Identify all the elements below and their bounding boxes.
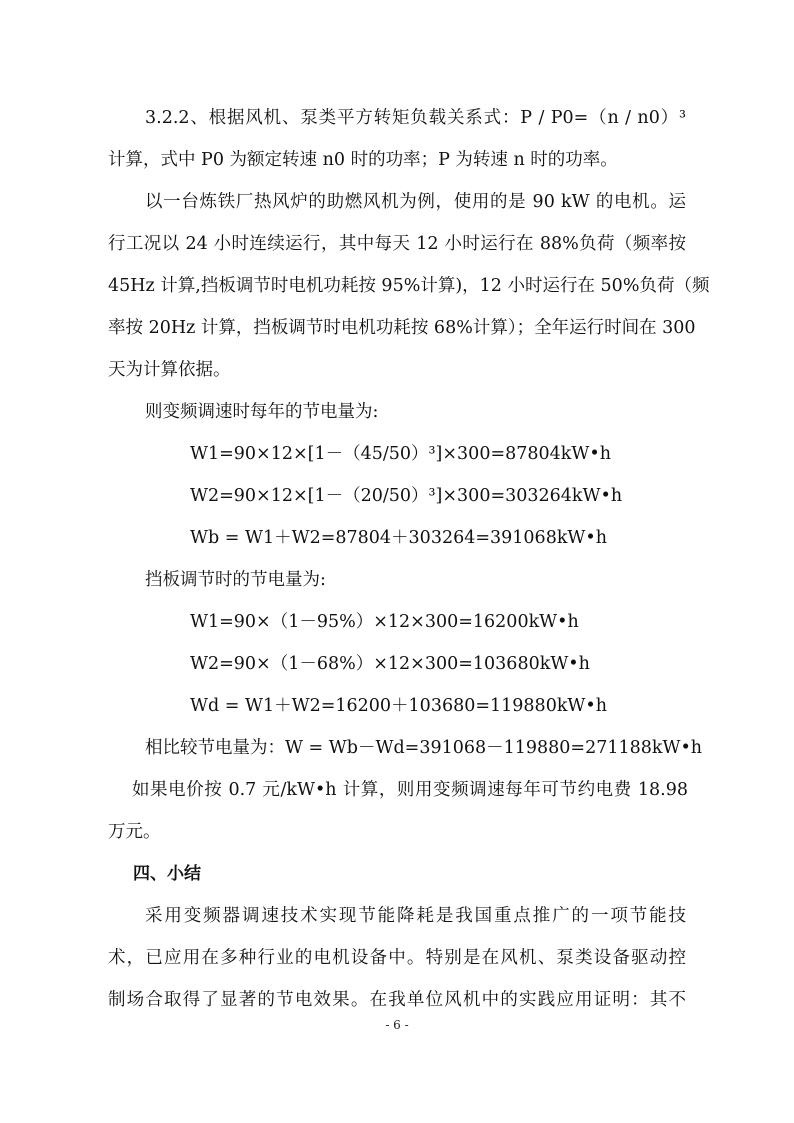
summary-line-3: 制场合取得了显著的节电效果。在我单位风机中的实践应用证明：其不 bbox=[108, 990, 686, 1010]
cost-line-1: 如果电价按 0.7 元/kW•h 计算，则用变频调速每年可节约电费 18.98 bbox=[132, 780, 688, 800]
example-line-4: 率按 20Hz 计算，挡板调节时电机功耗按 68%计算）；全年运行时间在 300 bbox=[108, 318, 696, 338]
section-3-2-2-line-2: 计算，式中 P0 为额定转速 n0 时的功率；P 为转速 n 时的功率。 bbox=[108, 150, 618, 170]
vfd-formula-wb: Wb = W1＋W2=87804＋303264=391068kW•h bbox=[190, 528, 608, 548]
damper-formula-w1: W1=90×（1－95%）×12×300=16200kW•h bbox=[190, 612, 579, 632]
vfd-savings-intro: 则变频调速时每年的节电量为: bbox=[145, 402, 379, 422]
example-line-5: 天为计算依据。 bbox=[108, 360, 231, 380]
vfd-formula-w2: W2=90×12×[1－（20/50）³]×300=303264kW•h bbox=[190, 486, 623, 506]
section-3-2-2-line-1: 3.2.2、根据风机、泵类平方转矩负载关系式：P / P0=（n / n0）³ bbox=[145, 108, 686, 128]
summary-line-1: 采用变频器调速技术实现节能降耗是我国重点推广的一项节能技 bbox=[145, 906, 686, 926]
page-number: - 6 - bbox=[385, 1018, 409, 1032]
example-line-2: 行工况以 24 小时连续运行，其中每天 12 小时运行在 88%负荷（频率按 bbox=[108, 234, 686, 254]
summary-heading: 四、小结 bbox=[133, 864, 201, 884]
vfd-formula-w1: W1=90×12×[1－（45/50）³]×300=87804kW•h bbox=[190, 444, 611, 464]
comparison-line: 相比较节电量为：W = Wb－Wd=391068－119880=271188kW•h bbox=[145, 738, 703, 758]
damper-formula-wd: Wd = W1＋W2=16200＋103680=119880kW•h bbox=[190, 696, 608, 716]
summary-line-2: 术，已应用在多种行业的电机设备中。特别是在风机、泵类设备驱动控 bbox=[108, 948, 686, 968]
cost-line-2: 万元。 bbox=[108, 822, 161, 842]
damper-formula-w2: W2=90×（1－68%）×12×300=103680kW•h bbox=[190, 654, 590, 674]
damper-savings-intro: 挡板调节时的节电量为: bbox=[145, 570, 326, 590]
example-line-1: 以一台炼铁厂热风炉的助燃风机为例，使用的是 90 kW 的电机。运 bbox=[145, 192, 686, 212]
example-line-3: 45Hz 计算,挡板调节时电机功耗按 95%计算)，12 小时运行在 50%负荷（频 bbox=[108, 276, 710, 296]
